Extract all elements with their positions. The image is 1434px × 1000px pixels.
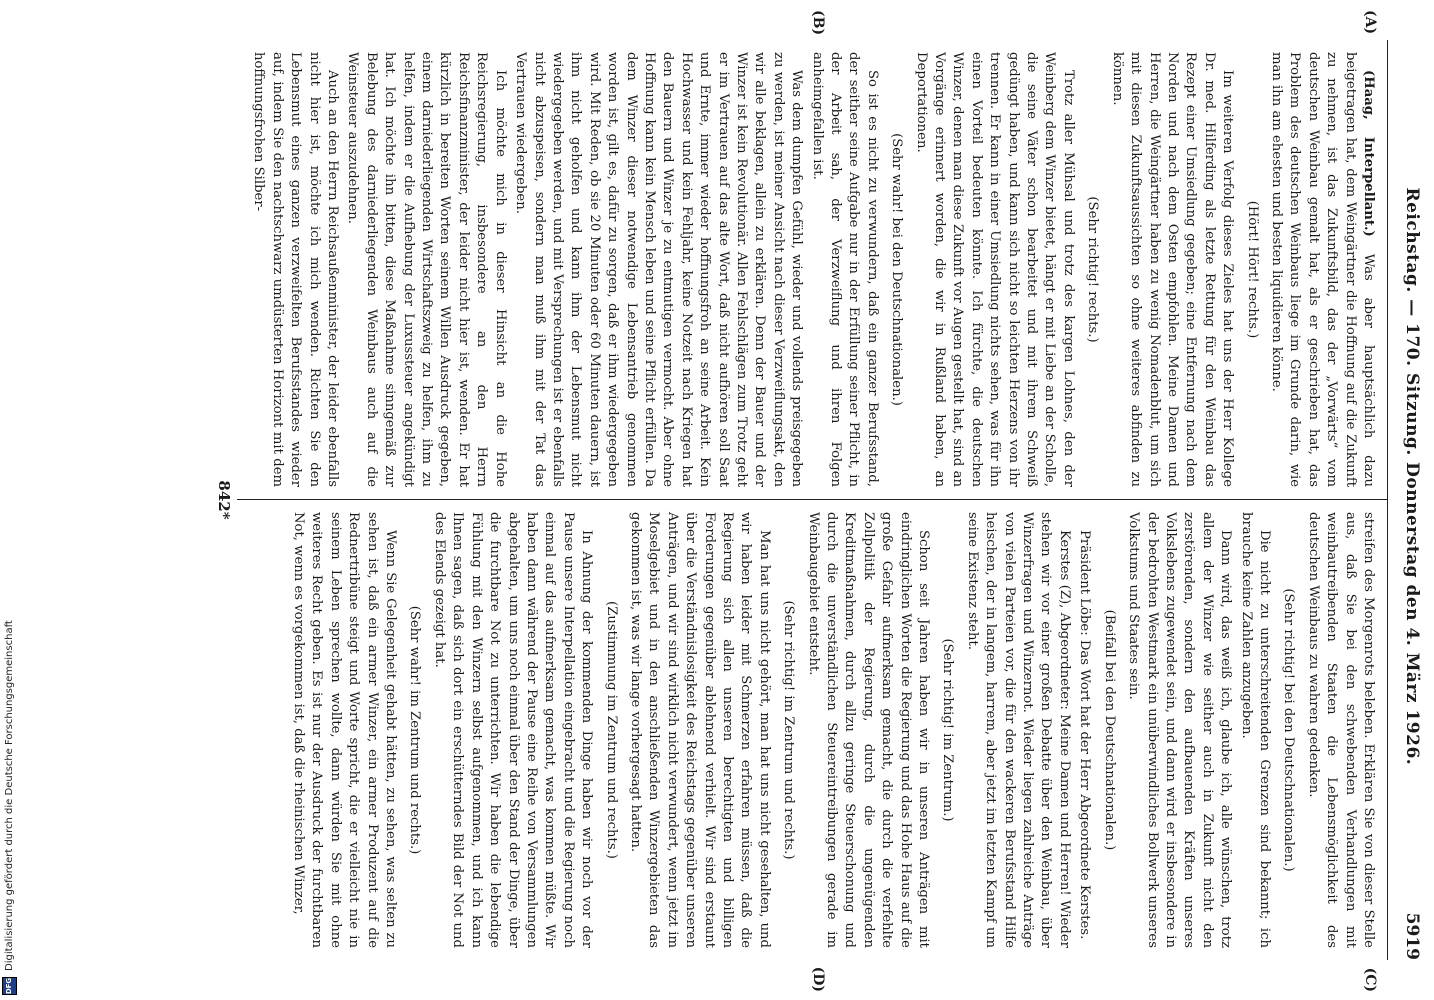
interjection xyxy=(887,52,905,487)
paragraph xyxy=(962,512,1072,948)
paragraph-text: (Sehr richtig! rechts.) xyxy=(1085,196,1101,343)
paragraph-text: streifen des Morgenrots beleben. Erklären Sie von dieser Stelle aus, daß Sie bei den schwebenden Verhandlungen mit weinbautreibenden Staaten die Lebensmöglichkeit des deutschen Weinbaus zu wahren gedenken. xyxy=(1305,512,1376,948)
interjection xyxy=(1242,52,1260,487)
paragraph-text: Ich möchte mich in dieser Hinsicht an die Hohe Reichsregierung, insbesondere an den Herrn Reichsfinanzminister, der leider nicht hier ist, wenden. Er hat kürzlich in bereiten Worten seinem Willen Ausdruck gegeben, einem darniederliegenden Wirtschaftszweig zu helfen, ihm zu helfen, indem er die Aufhebung der Luxussteuer angekündigt hat. Ich möchte ihn bitten, diese Maßnahme sinngemäß zur Belebung des darniederliegenden Weinbaus auch auf die Weinsteuer auszudehnen. xyxy=(345,52,508,488)
paragraph-text: So ist es nicht zu verwundern, daß ein ganzer Berufsstand, der seither seine Aufgabe nur in der Erfüllung seiner Pflicht, in der Arbeit sah, der Verzweiflung und ihren Folgen anheimgefallen ist. xyxy=(809,52,880,488)
paragraph xyxy=(803,512,932,948)
interjection xyxy=(1083,52,1101,487)
page-header xyxy=(1387,40,1434,960)
paragraph-text: Was dem dumpfen Gefühl, wieder und vollends preisgegeben zu werden, ist meiner Ansicht nach dieser Verzweiflungsakt, den wir alle beklagen, allein zu erklären. Denn der Bauer und der Winzer ist kein Revolutionär. Allen Fehlschlägen zum Trotz geht er im Vertrauen auf das alte Wort, daß nicht aufhören soll Saat und Ernte, immer wieder hoffnungsfroh an seine Arbeit. Kein Hochwasser und kein Fehljahr, keine Notzeit nach Kriegen hat den Bauern und Winzer je zu entmutigen vermocht. Aber ohne Hoffnung kann kein Mensch leben und seine Pflicht erfüllen. Da dem Winzer dieser notwendige Lebensantrieb genommen worden ist, gilt es, dafür zu sorgen, daß er ihm wiedergegeben wird. Mit Reden, ob sie 20 Minuten oder 60 Minuten dauern, ist ihm nicht geholfen und kann ihm der Lebensmut nicht wiedergegeben werden, und mit Versprechungen ist er ebenfalls nicht abzuspeisen, sondern man muß ihm mit der Tat das Vertrauen wiedergeben. xyxy=(513,52,805,488)
margin-mark-a: (A) xyxy=(1362,10,1378,35)
right-column xyxy=(237,500,1387,992)
paragraph-text: (Beifall bei den Deutschnationalen.) xyxy=(1101,609,1117,851)
paragraph-text: Präsident Löbe: Das Wort hat der Herr Abgeordnete Kerstes. xyxy=(1077,530,1093,940)
paragraph-text: Schon seit Jahren haben wir in unseren Anträgen mit eindringlichen Worten die Regierung und das Hohe Haus auf die große Gefahr aufmerksam gemacht, die durch die verfehlte Zollpolitik der Regierung, durch die ungenügenden Kreditmaßnahmen, durch allzu geringe Steuerschonung und durch die unverständlichen Steuereintreibungen gerade im Weinbaugebiet entsteht. xyxy=(805,512,932,948)
paragraph-text: Kerstes (Z), Abgeordneter: Meine Damen und Herren! Wieder stehen wir vor einer großen Debatte über den Weinbau, über Winzerfragen und Winzernot. Wieder liegen zahlreiche Anträge von vielen Parteien vor, die für den wackeren Berufsstand Hilfe heischen, der in langem, harrem, aber jetzt im letzten Kampf um seine Existenz steht. xyxy=(964,512,1072,948)
paragraph-text: Auch an den Herrn Reichsaußenminister, der leider ebenfalls nicht hier ist, möchte ich mich wenden. Richten Sie den Lebensmut eines ganzen verzweifelten Berufsstandes wieder auf, indem Sie den nachtschwarz umdüsterten Horizont mit dem hoffnungsfrohen Silber- xyxy=(251,52,341,488)
dfg-logo: DFG xyxy=(2,977,17,995)
paragraph xyxy=(1107,52,1236,487)
paragraph xyxy=(1303,512,1377,948)
paragraph xyxy=(1124,512,1234,948)
paragraph-text: (Sehr wahr! im Zentrum und rechts.) xyxy=(407,605,423,855)
paragraph xyxy=(807,52,881,487)
paragraph xyxy=(289,512,399,948)
scanned-page xyxy=(40,0,1434,1000)
credit-text: Digitalisierung gefördert durch die Deutsche Forschungsgemeinschaft xyxy=(3,620,15,971)
text-columns xyxy=(237,10,1387,992)
digitization-credit xyxy=(0,0,18,1000)
document-sheet xyxy=(140,0,1434,1000)
paragraph xyxy=(1236,512,1273,948)
paragraph-text: Die nicht zu unterschreitenden Grenzen sind bekannt; ich brauche keine Zahlen anzugeben. xyxy=(1238,512,1272,948)
interjection xyxy=(601,512,619,948)
paragraph-text: Man hat uns nicht gehört, man hat uns nicht gesehalten, und wir haben leider mit Schmerzen erfahren müssen, daß die Regierung sich allen unseren berechtigten und billigen Forderungen gegenüber ablehnend verhielt. Wir sind erstaunt über die Verständnislosigkeit des Reichstags gegenüber unseren Anträgen, und wir sind wirklich nicht verwundert, wenn jetzt im Moselgebiet und in den anschließenden Winzergebieten das gekommen ist, was wir lange vorhergesagt hatten. xyxy=(627,512,772,948)
paragraph xyxy=(511,52,806,487)
paragraph-text: Was aber hauptsächlich dazu beigetragen hat, dem Weingärtner die Hoffnung auf die Zukunft zu nehmen, ist das Zukunftsbild, das der „Vorwärts“ vom deutschen Weinbau gemalt hat, als er geschrieben hat, das Problem des deutschen Weinbaus liege im Grunde darin, wie man ihn am ehesten und besten liquidieren könne. xyxy=(1268,52,1376,488)
paragraph xyxy=(249,52,341,487)
paragraph-text: (Sehr richtig! im Zentrum und rechts.) xyxy=(781,600,797,860)
paragraph-text: Im weiteren Verfolg dieses Zieles hat uns der Herr Kollege Dr. med. Hilferding als letzte Rettung für den Weinbau das Rezept einer Umsiedlung gegeben; eine Entfernung nach dem Norden und nach dem Osten empfohlen. Meine Damen und Herren, die Weingärtner haben zu wenig Nomadenblut, um sich mit diesen Zukunftsaussichten so ohne weiteres abfinden zu können. xyxy=(1109,52,1236,488)
margin-mark-d: (D) xyxy=(810,966,826,992)
paragraph-text: Dann wird, das weiß ich, glaube ich, alle wünschen, trotz allem der Winzer wie seither auch in Zukunft nicht den zerstörenden, sondern den aufbauenden Kräften unseres Volkslebens zugewendet sein, und dann wird er insbesondere in der bedrohten Westmark ein unüberwindliches Bollwerk unseres Volkstums und Staates sein. xyxy=(1126,512,1234,948)
paragraph-text: Wenn Sie Gelegenheit gehabt hätten, zu sehen, was selten zu sehen ist, daß ein armer Winzer, ein armer Produzent auf die Rednertribüne steigt und Worte spricht, die er vielleicht nie in seinem Leben sprechen wollte, dann würden Sie mit ohne weiteres Recht geben. Es ist nur der Ausdruck der furchtbaren Not, wenn es vorgekommen ist, daß die rheinischen Winzer, xyxy=(291,512,399,948)
interjection xyxy=(1279,512,1297,948)
paragraph-text: Trotz aller Mühsal und trotz des kargen Lohnes, den der Weinberg dem Winzer bietet, hängt er mit Liebe an der Scholle, die seine Väter schon bearbeitet und mit ihrem Schweiß gedüngt haben, und kann sich nicht so leichten Herzens von ihr trennen. Er kann in einer Umsiedlung nichts sehen, was für ihn einen Vorteil bedeuten könnte. Ich fürchte, die deutschen Winzer, denen man diese Zukunft vor Augen gestellt hat, sind an Vorgänge erinnert worden, die wir in Rußland haben, an Deportationen. xyxy=(913,52,1076,488)
running-head: Reichstag. — 170. Sitzung. Donnerstag den 4. März 1926. xyxy=(1402,187,1422,766)
interjection xyxy=(779,512,797,948)
margin-mark-c: (C) xyxy=(1362,967,1378,992)
paragraph xyxy=(626,512,773,948)
paragraph-text: (Zustimmung im Zentrum und rechts.) xyxy=(603,601,619,859)
paragraph-text: (Sehr richtig! im Zentrum.) xyxy=(940,638,956,822)
speaker-label: (Haag, Interpellant.) xyxy=(1361,70,1376,237)
interjection xyxy=(938,512,956,948)
margin-mark-b: (B) xyxy=(810,10,826,36)
page-signature: 842* xyxy=(215,480,233,520)
page-number: 5919 xyxy=(1402,912,1422,960)
paragraph xyxy=(911,52,1077,487)
paragraph-text: (Sehr richtig! bei den Deutschnationalen.) xyxy=(1281,588,1297,872)
left-column xyxy=(237,10,1387,500)
paragraph xyxy=(1267,52,1377,487)
paragraph xyxy=(430,512,596,948)
paragraph xyxy=(1075,512,1093,948)
interjection xyxy=(405,512,423,948)
paragraph-text: In Ahnung der kommenden Dinge haben wir noch vor der Pause unsere Interpellation eingebracht und die Regierung noch einmal auf das aufmerksam gemacht, was kommen müßte. Wir haben dann während der Pause eine Reihe von Versammlungen abgehalten, um uns noch einmal über den Stand der Dinge, über die furchtbare Not zu unterrichten. Wir haben die lebendige Fühlung mit den Winzern selbst aufgenommen, und ich kann Ihnen sagen, daß sich dort ein erschütterndes Bild der Not und des Elends gezeigt hat. xyxy=(431,512,595,948)
paragraph-text: (Sehr wahr! bei den Deutschnationalen.) xyxy=(889,133,905,406)
interjection xyxy=(1099,512,1117,948)
paragraph xyxy=(343,52,509,487)
paragraph-text: (Hört! Hört! rechts.) xyxy=(1244,200,1260,339)
